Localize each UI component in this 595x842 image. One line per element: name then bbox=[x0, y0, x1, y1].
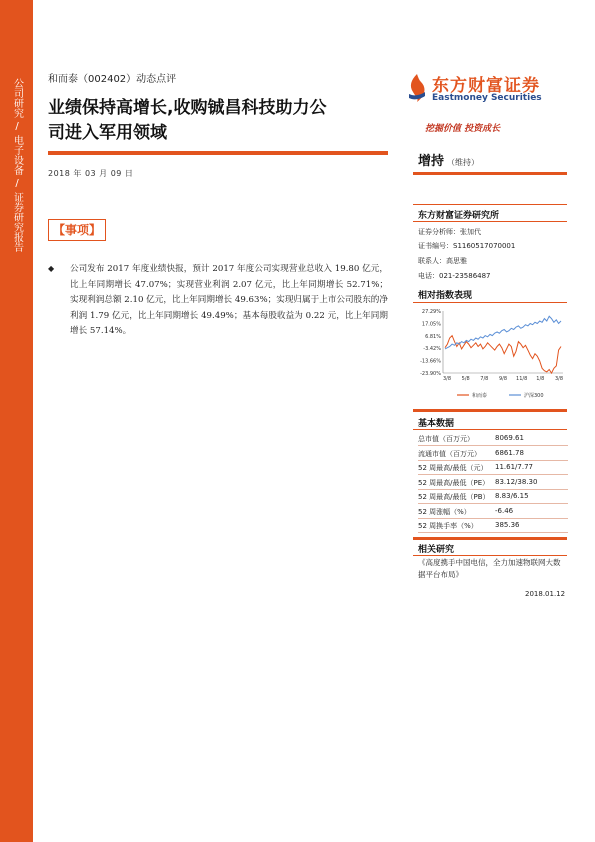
side-separator: / bbox=[15, 178, 19, 189]
phone-line: 电话：021-23586487 bbox=[418, 272, 491, 280]
basic-data-value: 83.12/38.30 bbox=[495, 477, 538, 486]
side-category-line: 公司研究 bbox=[11, 78, 23, 118]
institute-top-rule bbox=[413, 204, 567, 205]
basic-data-label: 52 周最高/最低（PE） bbox=[418, 478, 490, 487]
related-rule bbox=[413, 555, 567, 556]
basic-data-row bbox=[418, 490, 568, 504]
basic-data-row bbox=[418, 519, 568, 533]
basic-data-value: 8.83/6.15 bbox=[495, 492, 529, 500]
institute-title: 东方财富证券研究所 bbox=[418, 211, 500, 221]
rating-label: 增持 bbox=[418, 154, 445, 169]
relative-perf-heading: 相对指数表现 bbox=[418, 291, 473, 301]
chart-x-tick-label: 3/8 bbox=[442, 376, 452, 382]
brand-slogan: 挖掘价值 投资成长 bbox=[425, 124, 501, 134]
basic-data-label: 52 周最高/最低（PB） bbox=[418, 493, 490, 501]
chart-y-tick-label: 6.81% bbox=[425, 333, 441, 340]
chart-y-tick-label: -23.90% bbox=[420, 371, 441, 377]
basic-data-bottom-divider bbox=[413, 537, 567, 540]
bullet-diamond-icon: ◆ bbox=[48, 264, 55, 273]
report-title-line: 业绩保持高增长,收购铖昌科技助力公 bbox=[48, 98, 327, 118]
basic-data-row bbox=[418, 505, 568, 519]
report-title-line: 司进入军用领域 bbox=[48, 123, 167, 143]
event-body-text: 公司发布 2017 年度业绩快报，预计 2017 年度公司实现营业总收入 19.80 亿元，比上年同期增长 47.07%；实现营业利润 2.07 亿元，比上年同期增长 52.71%；实现利润总额 2.10 亿元，比上年同期增长 49.63%；实现归属于上市公司股东的净利润 1.79 亿元，比上年同期增长 49.49%；基本每股收益为 0.22 元，比上年同期增长 57.14%。 bbox=[70, 264, 388, 336]
basic-data-value: -6.46 bbox=[495, 506, 514, 515]
brand-name-cn: 东方财富证券 bbox=[432, 76, 540, 96]
report-subtitle: 和而泰（002402）动态点评 bbox=[48, 74, 177, 85]
side-category-line: 证券研究报告 bbox=[11, 192, 23, 252]
basic-data-label: 52 周最高/最低（元） bbox=[418, 464, 488, 472]
relative-perf-chart bbox=[413, 305, 567, 405]
relative-perf-rule bbox=[413, 302, 567, 303]
basic-data-value: 8069.61 bbox=[495, 434, 524, 442]
side-category-text bbox=[8, 78, 26, 252]
related-report-date: 2018.01.12 bbox=[525, 590, 566, 598]
title-divider bbox=[48, 151, 388, 155]
brand-logo bbox=[405, 70, 555, 110]
chart-y-tick-label: -13.66% bbox=[420, 358, 441, 365]
rating bbox=[418, 150, 479, 169]
side-category-line: 电子设备 bbox=[11, 135, 23, 175]
brand-name-en: Eastmoney Securities bbox=[432, 93, 542, 103]
brand-logo-icon bbox=[405, 72, 429, 104]
basic-data-label: 流通市值（百万元） bbox=[418, 449, 481, 458]
chart-y-tick-label: 27.29% bbox=[421, 309, 441, 315]
relative-perf-chart-svg bbox=[413, 305, 567, 405]
chart-legend-label: 和而泰 bbox=[472, 393, 488, 399]
chart-x-tick-label: 1/8 bbox=[536, 376, 545, 382]
chart-y-tick-label: -3.42% bbox=[423, 346, 441, 353]
institute-bottom-rule bbox=[413, 221, 567, 222]
chart-x-tick-label: 11/8 bbox=[516, 376, 528, 382]
related-heading: 相关研究 bbox=[418, 545, 455, 555]
rating-divider bbox=[413, 172, 567, 175]
basic-data-label: 52 周换手率（%） bbox=[418, 522, 478, 530]
event-tag: 【事项】 bbox=[48, 219, 106, 241]
chart-legend-label: 沪深300 bbox=[524, 393, 544, 399]
cert-line: 证书编号：S1160517070001 bbox=[418, 242, 516, 250]
basic-data-label: 52 周涨幅（%） bbox=[418, 507, 471, 516]
basic-data-row-rule bbox=[418, 532, 568, 533]
chart-bottom-divider bbox=[413, 409, 567, 412]
chart-y-tick-label: 17.05% bbox=[421, 321, 441, 328]
basic-data-row bbox=[418, 476, 568, 490]
chart-x-tick-label: 5/8 bbox=[461, 376, 470, 382]
basic-data-rule bbox=[413, 429, 567, 430]
report-title bbox=[48, 96, 393, 146]
basic-data-value: 11.61/7.77 bbox=[495, 463, 533, 471]
chart-x-tick-label: 3/8 bbox=[554, 376, 564, 382]
basic-data-row bbox=[418, 432, 568, 446]
side-separator: / bbox=[15, 121, 19, 132]
rating-sub: （维持） bbox=[447, 158, 480, 167]
basic-data-label: 总市值（百万元） bbox=[418, 435, 474, 443]
related-report-link[interactable]: 《高度携手中国电信，全力加速物联网大数据平台布局》 bbox=[418, 558, 561, 579]
basic-data-value: 6861.78 bbox=[495, 448, 524, 457]
chart-series-line bbox=[445, 316, 561, 349]
basic-data-row bbox=[418, 447, 568, 461]
report-date: 2018 年 03 月 09 日 bbox=[48, 169, 134, 178]
basic-data-row bbox=[418, 461, 568, 475]
chart-x-tick-label: 9/8 bbox=[498, 376, 508, 382]
analyst-line: 证券分析师：张加代 bbox=[418, 228, 481, 236]
chart-series-line bbox=[445, 336, 561, 374]
basic-data-value: 385.36 bbox=[495, 521, 520, 529]
contact-line: 联系人：高思雅 bbox=[418, 257, 467, 265]
chart-x-tick-label: 7/8 bbox=[480, 376, 489, 382]
basic-data-heading: 基本数据 bbox=[418, 419, 455, 429]
